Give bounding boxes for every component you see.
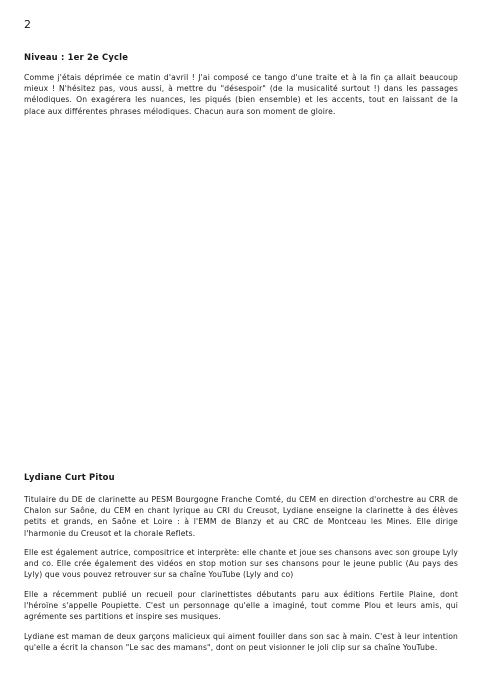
level-heading: Niveau : 1er 2e Cycle [24, 52, 129, 62]
bio-paragraph-education: Titulaire du DE de clarinette au PESM Bourgogne Franche Comté, du CEM en direction d'orchestre au CRR de Chalon sur Saône, du CEM en chant lyrique au CRI du Creusot, Lydiane enseigne la clarinette à des élèves petits et grands, en Saône et Loire : à l'EMM de Blanzy et au CRC de Montceau les Mines. Elle dirige l'harmonie du Creusot et la chorale Reflets. [24, 495, 458, 538]
bio-paragraph-publication: Elle a récemment publié un recueil pour clarinettistes débutants paru aux éditions Fertile Plaine, dont l'héroïne s'appelle Poupiette. C'est un personnage qu'elle a imaginé, tout comme Plou et leurs amis, qui agrémente ses partitions et inspire ses musiques. [24, 590, 458, 622]
page-number: 2 [24, 18, 32, 31]
bio-paragraph-songwriting: Elle est également autrice, compositrice et interprète: elle chante et joue ses chansons avec son groupe Lyly and co. Elle crée également des vidéos en stop motion sur ses chansons pour le jeune public (Au pays des Lyly) que vous pouvez retrouver sur sa chaîne YouTube (Lyly and co) [24, 548, 458, 580]
bio-paragraph-family: Lydiane est maman de deux garçons malicieux qui aiment fouiller dans son sac à main. C'est à leur intention qu'elle a écrit la chanson "Le sac des mamans", dont on peut visionner le joli clip sur sa chaîne YouTube. [24, 632, 458, 653]
piece-description-paragraph: Comme j'étais déprimée ce matin d'avril ! J'ai composé ce tango d'une traite et à la fin ça allait beaucoup mieux ! N'hésitez pas, vous aussi, à mettre du "désespoir" (de la musicalité surtout !) dans les passages mélodiques. On exagérera les nuances, les piqués (bien ensemble) et les accents, tout en laissant de la place aux différentes phrases mélodiques. Chacun aura son moment de gloire. [24, 73, 458, 116]
composer-name-heading: Lydiane Curt Pitou [24, 472, 115, 482]
